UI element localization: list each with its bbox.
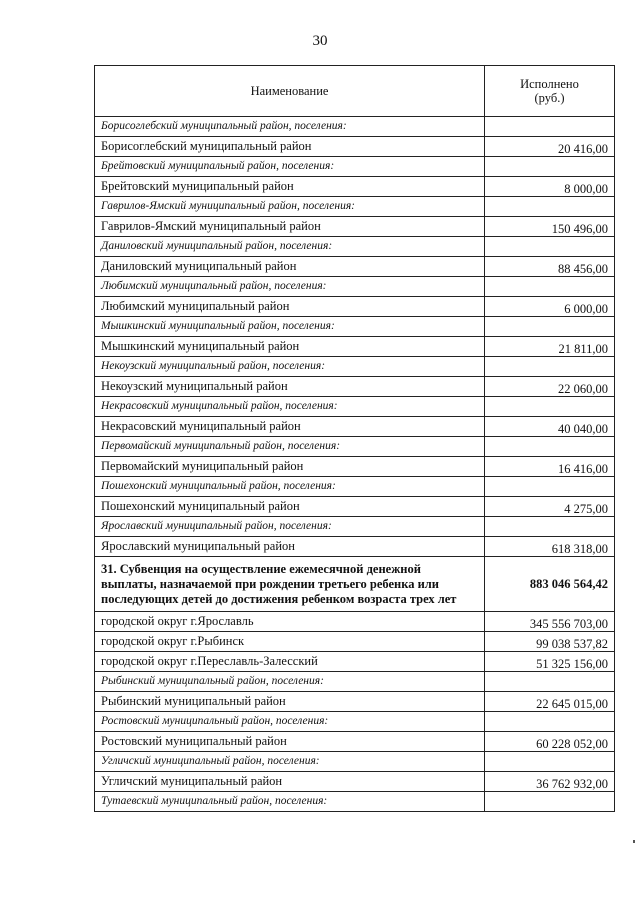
group-header-row [95,357,615,377]
table-row [95,137,615,157]
table-row [95,772,615,792]
row-amount [485,752,615,772]
group-header-row [95,672,615,692]
page-number: 30 [312,33,328,49]
row-amount: 150 496,00 [485,217,615,237]
row-name: Ярославский муниципальный район [95,537,485,557]
row-amount [485,237,615,257]
row-amount: 36 762 932,00 [485,772,615,792]
row-amount: 51 325 156,00 [485,652,615,672]
group-header-row [95,277,615,297]
row-name: Пошехонский муниципальный район [95,497,485,517]
row-name: Любимский муниципальный район [95,297,485,317]
row-amount [485,477,615,497]
table-row [95,337,615,357]
table-row [95,497,615,517]
group-label: Борисоглебский муниципальный район, поселения: [95,117,485,137]
group-label: Некоузский муниципальный район, поселения: [95,357,485,377]
row-amount [485,357,615,377]
group-header-row [95,197,615,217]
row-name: Мышкинский муниципальный район [95,337,485,357]
group-label: Любимский муниципальный район, поселения: [95,277,485,297]
table-row [95,692,615,712]
group-header-row [95,437,615,457]
row-name: городской округ г.Переславль-Залесский [95,652,485,672]
row-name: Некрасовский муниципальный район [95,417,485,437]
row-name: Некоузский муниципальный район [95,377,485,397]
row-amount [485,792,615,812]
row-name: Рыбинский муниципальный район [95,692,485,712]
group-header-row [95,117,615,137]
group-label: Угличский муниципальный район, поселения: [95,752,485,772]
row-name: Гаврилов-Ямский муниципальный район [95,217,485,237]
section-amount: 883 046 564,42 [485,557,615,612]
scan-mark [633,840,635,843]
row-amount: 345 556 703,00 [485,612,615,632]
row-amount: 21 811,00 [485,337,615,357]
group-label: Рыбинский муниципальный район, поселения: [95,672,485,692]
row-amount: 8 000,00 [485,177,615,197]
group-label: Мышкинский муниципальный район, поселения: [95,317,485,337]
group-label: Первомайский муниципальный район, поселения: [95,437,485,457]
row-amount [485,117,615,137]
row-amount: 16 416,00 [485,457,615,477]
row-name: Угличский муниципальный район [95,772,485,792]
row-amount: 4 275,00 [485,497,615,517]
row-name: Брейтовский муниципальный район [95,177,485,197]
table-row [95,257,615,277]
row-amount: 618 318,00 [485,537,615,557]
row-amount: 99 038 537,82 [485,632,615,652]
group-header-row [95,712,615,732]
group-label: Тутаевский муниципальный район, поселения: [95,792,485,812]
row-amount [485,672,615,692]
row-amount [485,317,615,337]
group-header-row [95,317,615,337]
table-row [95,612,615,632]
table-row [95,652,615,672]
table-row [95,177,615,197]
header-amount: Исполнено (руб.) [485,66,615,117]
row-name: Первомайский муниципальный район [95,457,485,477]
row-amount: 60 228 052,00 [485,732,615,752]
row-amount: 88 456,00 [485,257,615,277]
table-row [95,457,615,477]
row-amount [485,517,615,537]
group-label: Пошехонский муниципальный район, поселения: [95,477,485,497]
group-header-row [95,157,615,177]
group-header-row [95,237,615,257]
table-row [95,632,615,652]
group-header-row [95,752,615,772]
row-amount [485,397,615,417]
row-amount [485,437,615,457]
table-header-row [95,66,615,117]
row-name: городской округ г.Ярославль [95,612,485,632]
group-label: Гаврилов-Ямский муниципальный район, поселения: [95,197,485,217]
section-title: 31. Субвенция на осуществление ежемесячной денежной выплаты, назначаемой при рождении третьего ребенка или последующих детей до достижения ребенком возраста трех лет [95,557,485,612]
row-amount: 22 060,00 [485,377,615,397]
group-header-row [95,792,615,812]
row-amount [485,712,615,732]
group-label: Брейтовский муниципальный район, поселения: [95,157,485,177]
section-total-row [95,557,615,612]
budget-table [94,65,615,812]
table-row [95,732,615,752]
group-label: Ярославский муниципальный район, поселения: [95,517,485,537]
row-amount: 40 040,00 [485,417,615,437]
row-amount: 20 416,00 [485,137,615,157]
table-row [95,417,615,437]
table-row [95,377,615,397]
table-row [95,217,615,237]
row-name: Даниловский муниципальный район [95,257,485,277]
group-header-row [95,397,615,417]
table-row [95,297,615,317]
row-amount [485,277,615,297]
table-body [95,117,615,812]
group-label: Некрасовский муниципальный район, поселения: [95,397,485,417]
row-amount: 6 000,00 [485,297,615,317]
header-name: Наименование [95,66,485,117]
row-name: Борисоглебский муниципальный район [95,137,485,157]
group-header-row [95,517,615,537]
row-name: городской округ г.Рыбинск [95,632,485,652]
row-amount: 22 645 015,00 [485,692,615,712]
group-label: Ростовский муниципальный район, поселения: [95,712,485,732]
row-name: Ростовский муниципальный район [95,732,485,752]
row-amount [485,197,615,217]
table-row [95,537,615,557]
group-label: Даниловский муниципальный район, поселения: [95,237,485,257]
row-amount [485,157,615,177]
group-header-row [95,477,615,497]
